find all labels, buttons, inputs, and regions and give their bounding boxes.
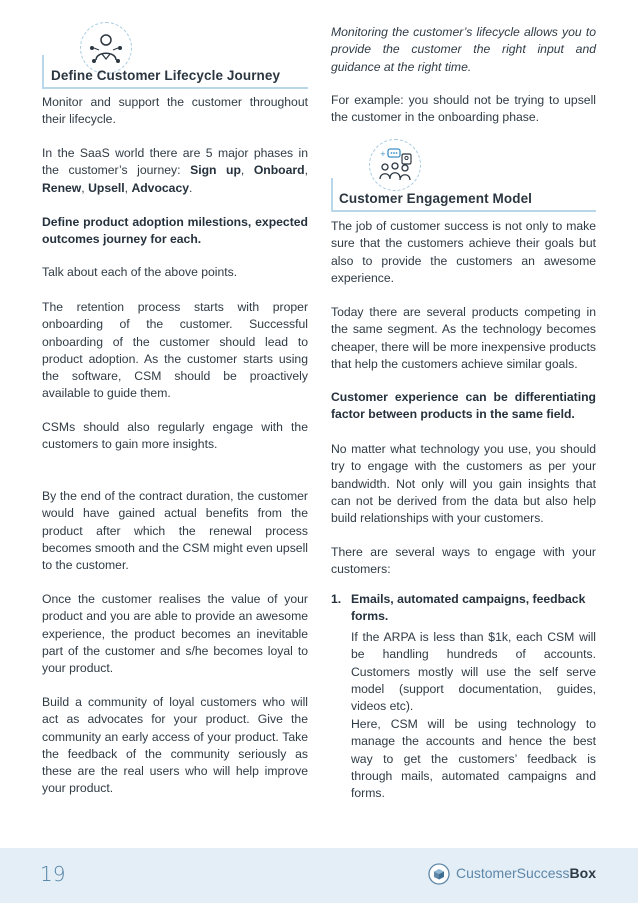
brand-name-bold: Box	[569, 865, 596, 881]
left-paragraph-9: Build a community of loyal customers who will act as advocates for your product. Give the community an early access of your product. Take the feedback of the community seriously as these are the real users who will help improve your product.	[42, 695, 308, 796]
right-paragraph-1: Monitoring the customer’s lifecycle allows you to provide the customer the right input and guidance at the right time.	[331, 25, 596, 74]
list-heading: Emails, automated campaigns, feedback forms.	[351, 592, 586, 624]
left-paragraph-6: CSMs should also regularly engage with the customers to gain more insights.	[42, 420, 308, 452]
box-logo-icon	[428, 863, 450, 885]
left-paragraph-5: The retention process starts with proper onboarding of the customer. Successful onboarding of the customer should lead to product adoption. As the customer starts using the software, CSM should be proactively available to guide them.	[42, 300, 308, 401]
phase-advocacy: Advocacy	[131, 180, 190, 195]
right-paragraph-4: Today there are several products competing in the same segment. As the technology becomes cheaper, there will be more inexpensive products that help the customers achieve similar goals.	[331, 305, 596, 371]
svg-text:+: +	[380, 150, 386, 158]
list-item	[331, 591, 596, 801]
left-paragraph-3: Define product adoption milestions, expected outcomes journey for each.	[42, 215, 308, 247]
right-paragraph-7: There are several ways to engage with your customers:	[331, 545, 596, 577]
right-paragraph-5: Customer experience can be differentiating factor between products in the same field.	[331, 390, 596, 422]
phases-intro: In the SaaS world there are 5 major phases in the customer’s journey:	[42, 146, 308, 178]
left-paragraph-1: Monitor and support the customer throughout their lifecycle.	[42, 95, 308, 127]
list-number: 1.	[331, 592, 342, 606]
list-body-1: If the ARPA is less than $1k, each CSM will be handling hundreds of accounts. Customers mostly will use the self serve model (support documentation, guides, videos etc).	[351, 630, 596, 714]
right-paragraph-2: For example: you should not be trying to upsell the customer in the onboarding phase.	[331, 93, 596, 125]
phase-upsell: Upsell	[88, 180, 125, 195]
right-paragraph-3: The job of customer success is not only to make sure that the customers achieve their goals but also to provide the customers an awesome experience.	[331, 219, 596, 285]
left-paragraph-7: By the end of the contract duration, the customer would have gained actual benefits from the product after which the renewal process becomes smooth and the CSM might even upsell to the customer.	[42, 489, 308, 573]
phase-renew: Renew	[42, 180, 82, 195]
phase-onboard: Onboard	[253, 163, 305, 178]
list-body-2: Here, CSM will be using technology to manage the accounts and hence the best way to get the customers’ feedback is through mails, automated campaigns and forms.	[351, 717, 596, 801]
brand-name	[456, 865, 596, 881]
page-footer	[0, 848, 638, 903]
engagement-section-title: Customer Engagement Model	[339, 191, 533, 206]
left-paragraph-4: Talk about each of the above points.	[42, 265, 238, 279]
phase-sign-up: Sign up	[190, 163, 241, 178]
right-paragraph-6: No matter what technology you use, you should try to engage with the customers as per your bandwidth. Not only will you gain insights that can not be derived from the data but also help build relationships with your customers.	[331, 442, 596, 526]
brand-name-light: CustomerSuccess	[455, 865, 570, 881]
left-paragraph-8: Once the customer realises the value of your product and you are able to provide an awesome experience, the product becomes an inevitable part of the customer and s/he becomes loyal to your product.	[42, 592, 308, 676]
lifecycle-section-title: Define Customer Lifecycle Journey	[51, 68, 281, 83]
page-number: 19	[40, 862, 66, 886]
left-paragraph-2: In the SaaS world there are 5 major phases in the customer’s journey: Sign up, Onboard, Renew, Upsell, Advocacy.	[42, 146, 308, 195]
